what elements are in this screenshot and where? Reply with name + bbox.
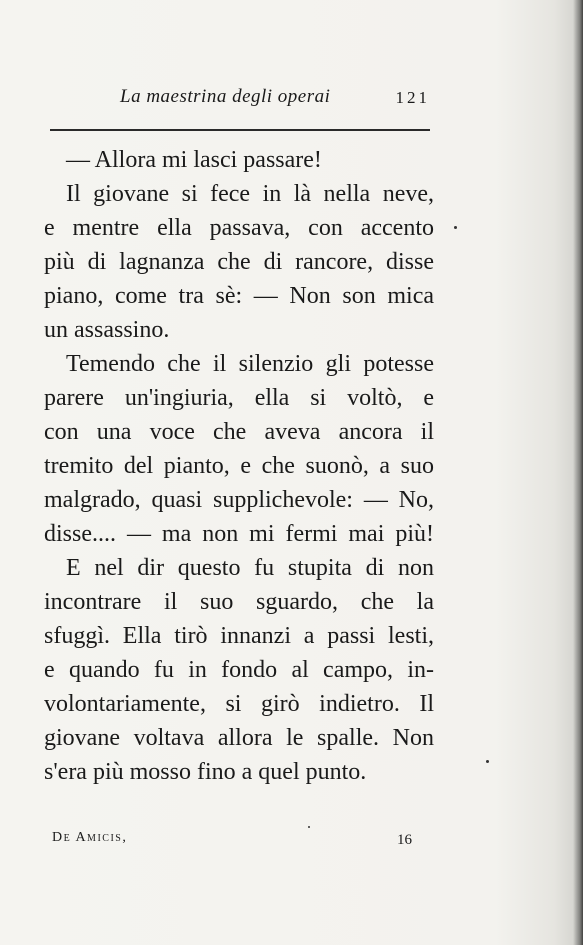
- printer-signature: De Amicis,: [52, 830, 128, 845]
- ink-speck: [486, 760, 489, 763]
- page-edge-shadow: [573, 0, 583, 945]
- signature-number: 16: [397, 832, 412, 848]
- text-line: volontariamente, si girò indietro. Il: [44, 691, 434, 717]
- text-line: s'era più mosso fino a quel punto.: [44, 759, 367, 785]
- text-line: disse.... — ma non mi fermi mai più!: [44, 521, 434, 547]
- text-line: più di lagnanza che di rancore, disse: [44, 249, 434, 275]
- text-line: con una voce che aveva ancora il: [44, 419, 434, 445]
- text-line: — Allora mi lasci passare!: [66, 147, 322, 173]
- text-line: piano, come tra sè: — Non son mica: [44, 283, 434, 309]
- header-rule: [50, 129, 430, 131]
- text-line: Il giovane si fece in là nella neve,: [66, 181, 434, 207]
- ink-speck: [308, 826, 310, 828]
- text-line: giovane voltava allora le spalle. Non: [44, 725, 434, 751]
- text-line: sfuggì. Ella tirò innanzi a passi lesti,: [44, 623, 434, 649]
- text-line: incontrare il suo sguardo, che la: [44, 589, 434, 615]
- page-number: 121: [395, 88, 430, 107]
- text-line: e quando fu in fondo al campo, in-: [44, 657, 434, 683]
- body-text: [44, 143, 434, 789]
- text-line: e mentre ella passava, con accento: [44, 215, 434, 241]
- text-line: un assassino.: [44, 317, 170, 343]
- ink-speck: [454, 226, 457, 229]
- text-line: tremito del pianto, e che suonò, a suo: [44, 453, 434, 479]
- running-title: La maestrina degli operai: [120, 86, 331, 107]
- running-head: [120, 86, 430, 112]
- text-line: E nel dir questo fu stupita di non: [66, 555, 434, 581]
- page-footer: [52, 830, 412, 854]
- text-line: Temendo che il silenzio gli potesse: [66, 351, 434, 377]
- text-line: parere un'ingiuria, ella si voltò, e: [44, 385, 434, 411]
- text-line: malgrado, quasi supplichevole: — No,: [44, 487, 434, 513]
